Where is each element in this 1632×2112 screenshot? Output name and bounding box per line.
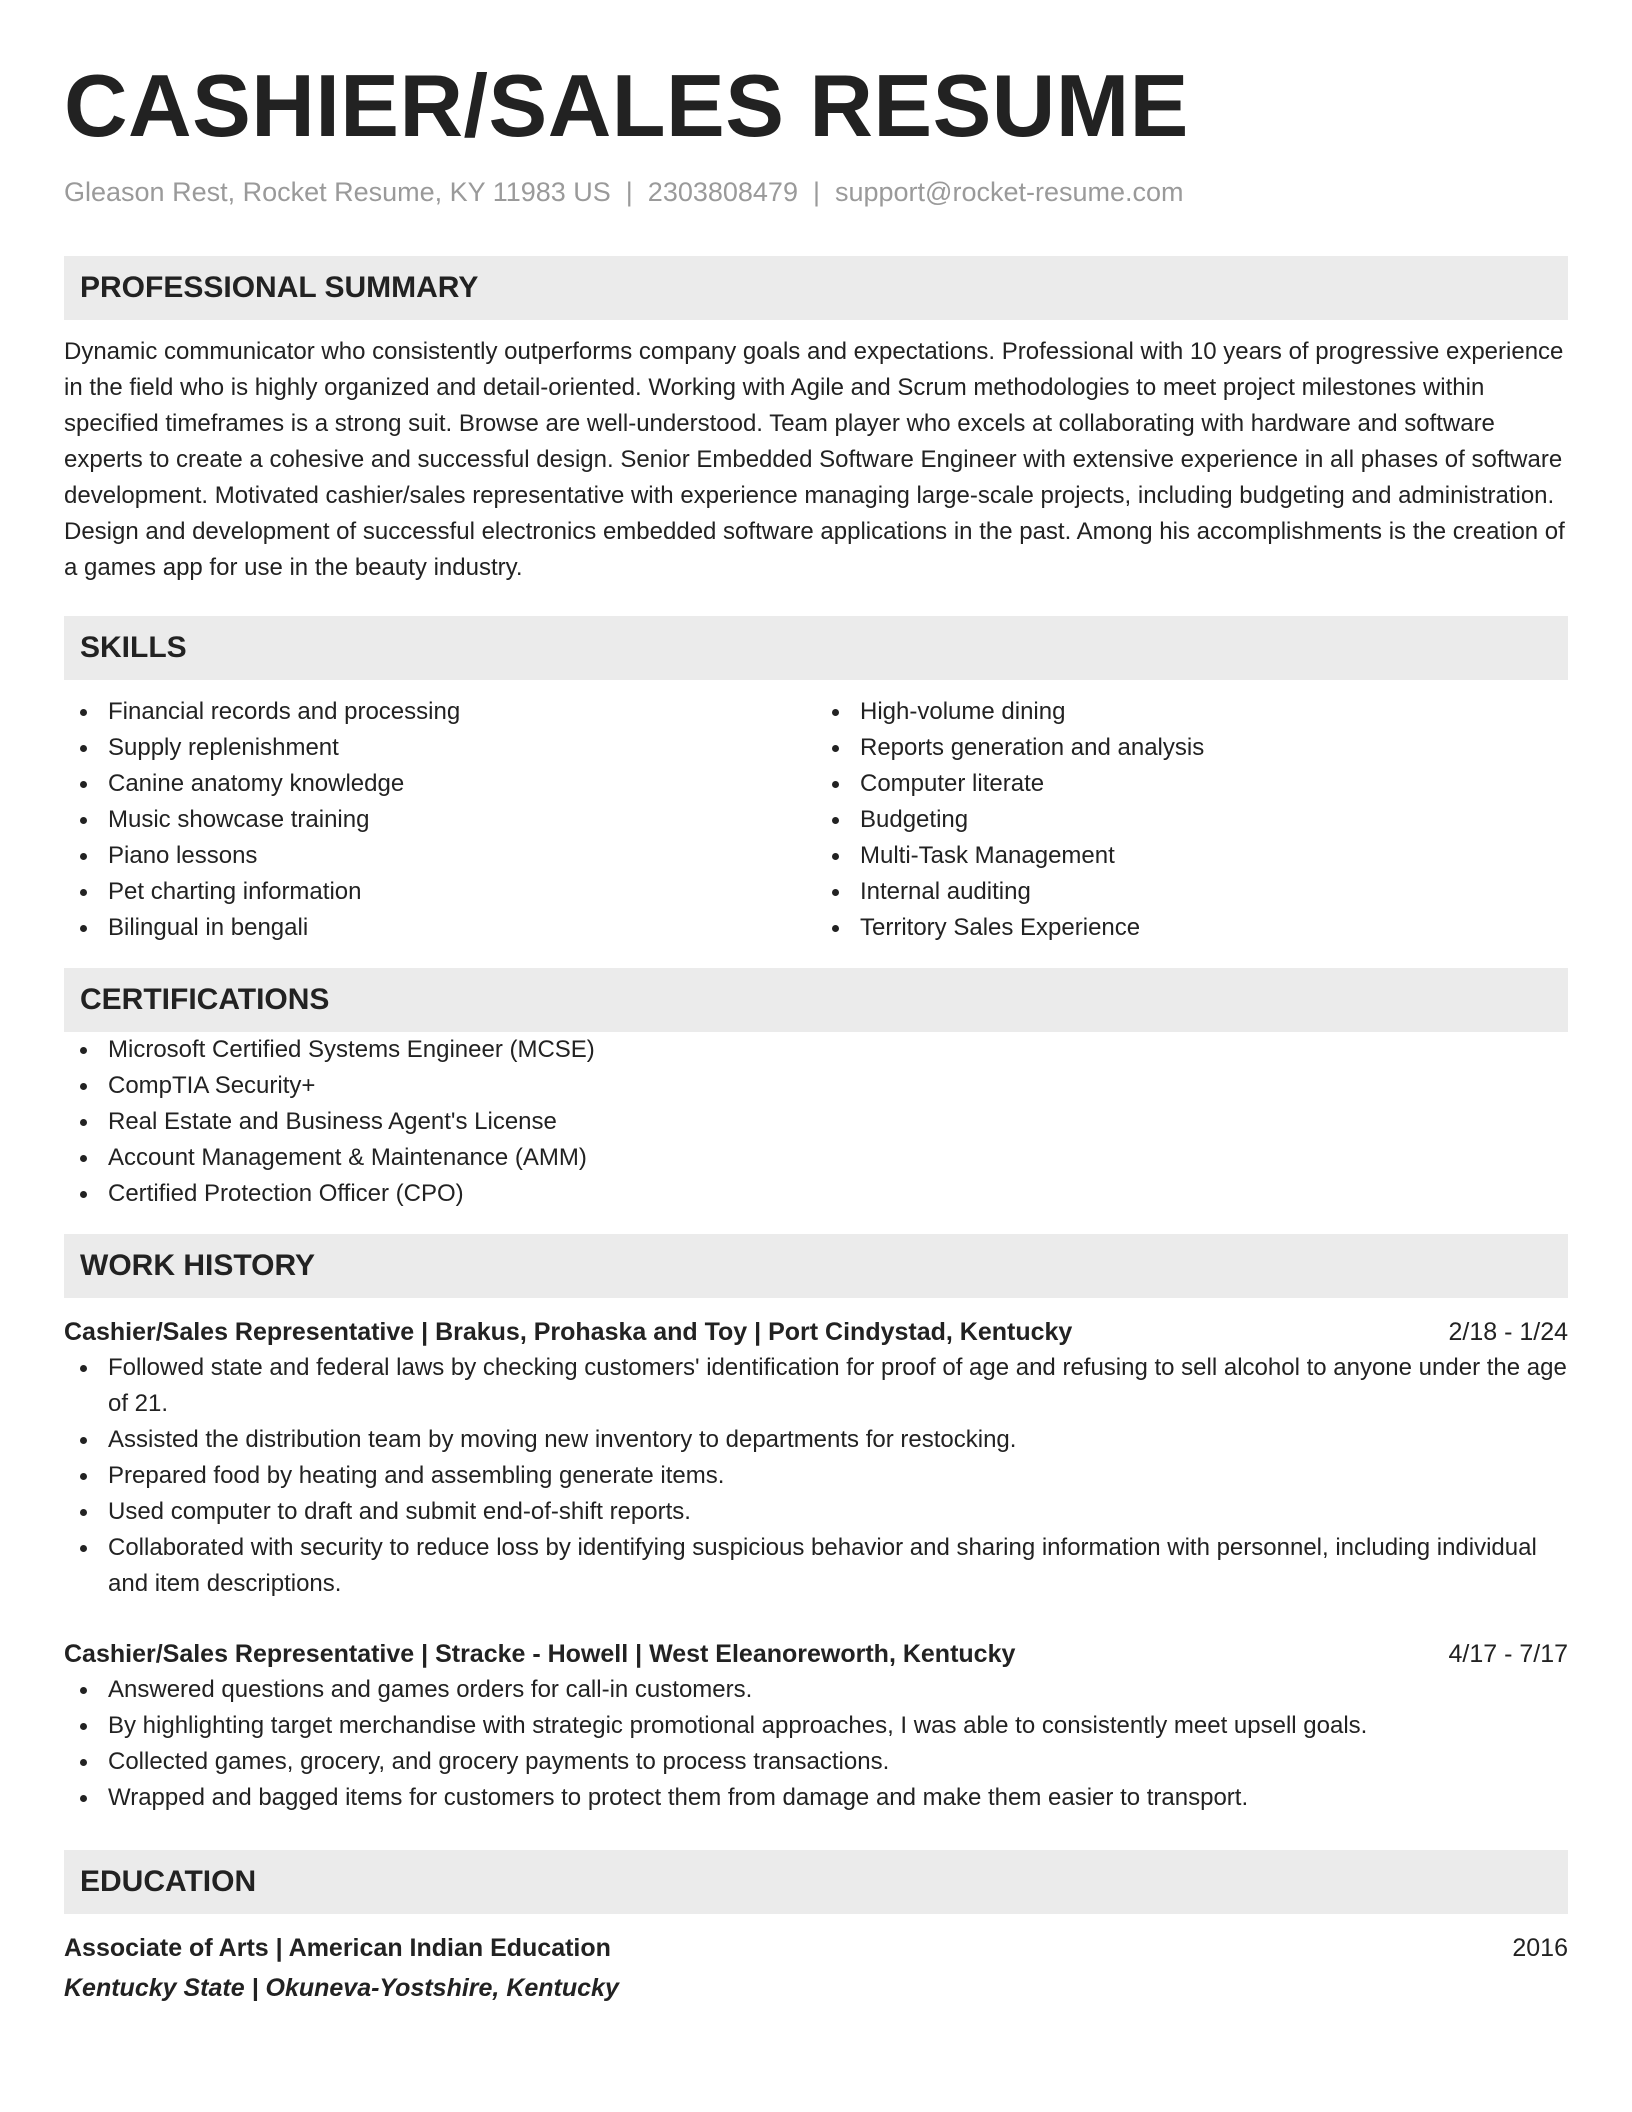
job-dates: 4/17 - 7/17 [1448,1640,1568,1669]
job-duties-list [64,1350,1568,1602]
education-year: 2016 [1512,1934,1568,1963]
education-header [64,1930,1568,1966]
skill-item: Territory Sales Experience [816,910,1568,946]
job-duty-item: Collaborated with security to reduce loss by identifying suspicious behavior and sharing information with personnel, including individual and item descriptions. [64,1530,1568,1602]
certifications-list [64,1032,1568,1212]
skill-item: Supply replenishment [64,730,816,766]
section-heading-certifications: CERTIFICATIONS [64,968,1568,1032]
skill-item: Pet charting information [64,874,816,910]
job-header [64,1314,1568,1350]
job-duty-item: Prepared food by heating and assembling generate items. [64,1458,1568,1494]
section-heading-summary: PROFESSIONAL SUMMARY [64,256,1568,320]
certification-item: Account Management & Maintenance (AMM) [64,1140,1568,1176]
job-duty-item: By highlighting target merchandise with strategic promotional approaches, I was able to consistently meet upsell goals. [64,1708,1568,1744]
section-heading-education: EDUCATION [64,1850,1568,1914]
resume-title: CASHIER/SALES RESUME [64,56,1189,155]
job-duty-item: Collected games, grocery, and grocery payments to process transactions. [64,1744,1568,1780]
skill-item: Bilingual in bengali [64,910,816,946]
contact-email: support@rocket-resume.com [834,177,1184,207]
skills-grid [64,694,1568,946]
job-duties-list [64,1672,1568,1816]
job-dates: 2/18 - 1/24 [1448,1318,1568,1347]
contact-separator: | [625,177,633,207]
section-heading-skills: SKILLS [64,616,1568,680]
contact-phone: 2303808479 [647,177,798,207]
job-duty-item: Answered questions and games orders for call-in customers. [64,1672,1568,1708]
job-header [64,1636,1568,1672]
skill-item: Financial records and processing [64,694,816,730]
skills-list-right [816,694,1568,946]
certification-item: Certified Protection Officer (CPO) [64,1176,1568,1212]
contact-address: Gleason Rest, Rocket Resume, KY 11983 US [64,177,611,207]
skill-item: Piano lessons [64,838,816,874]
job-duty-item: Wrapped and bagged items for customers to protect them from damage and make them easier to transport. [64,1780,1568,1816]
job-duty-item: Assisted the distribution team by moving new inventory to departments for restocking. [64,1422,1568,1458]
certification-item: Microsoft Certified Systems Engineer (MCSE) [64,1032,1568,1068]
skill-item: Computer literate [816,766,1568,802]
skill-item: Budgeting [816,802,1568,838]
contact-separator: | [812,177,820,207]
skill-item: Multi-Task Management [816,838,1568,874]
skill-item: Music showcase training [64,802,816,838]
skill-item: High-volume dining [816,694,1568,730]
certification-item: CompTIA Security+ [64,1068,1568,1104]
education-school: Kentucky State | Okuneva-Yostshire, Kentucky [64,1974,619,2003]
skills-list-left [64,694,816,946]
section-heading-work-history: WORK HISTORY [64,1234,1568,1298]
skill-item: Internal auditing [816,874,1568,910]
skill-item: Reports generation and analysis [816,730,1568,766]
job-duty-item: Used computer to draft and submit end-of-shift reports. [64,1494,1568,1530]
job-title: Cashier/Sales Representative | Stracke - Howell | West Eleanoreworth, Kentucky [64,1640,1016,1669]
certification-item: Real Estate and Business Agent's License [64,1104,1568,1140]
summary-text: Dynamic communicator who consistently outperforms company goals and expectations. Professional with 10 years of progressive experience in the field who is highly organized and detail-oriented. Working with Agile and Scrum methodologies to meet project milestones within specified timeframes is a strong suit. Browse are well-understood. Team player who excels at collaborating with hardware and software experts to create a cohesive and successful design. Senior Embedded Software Engineer with extensive experience in all phases of software development. Motivated cashier/sales representative with experience managing large-scale projects, including budgeting and administration. Design and development of successful electronics embedded software applications in the past. Among his accomplishments is the creation of a games app for use in the beauty industry. [64,338,1565,582]
education-degree: Associate of Arts | American Indian Education [64,1934,611,1963]
contact-line [64,176,1568,208]
job-duty-item: Followed state and federal laws by checking customers' identification for proof of age and refusing to sell alcohol to anyone under the age of 21. [64,1350,1568,1422]
skill-item: Canine anatomy knowledge [64,766,816,802]
job-title: Cashier/Sales Representative | Brakus, Prohaska and Toy | Port Cindystad, Kentucky [64,1318,1073,1347]
